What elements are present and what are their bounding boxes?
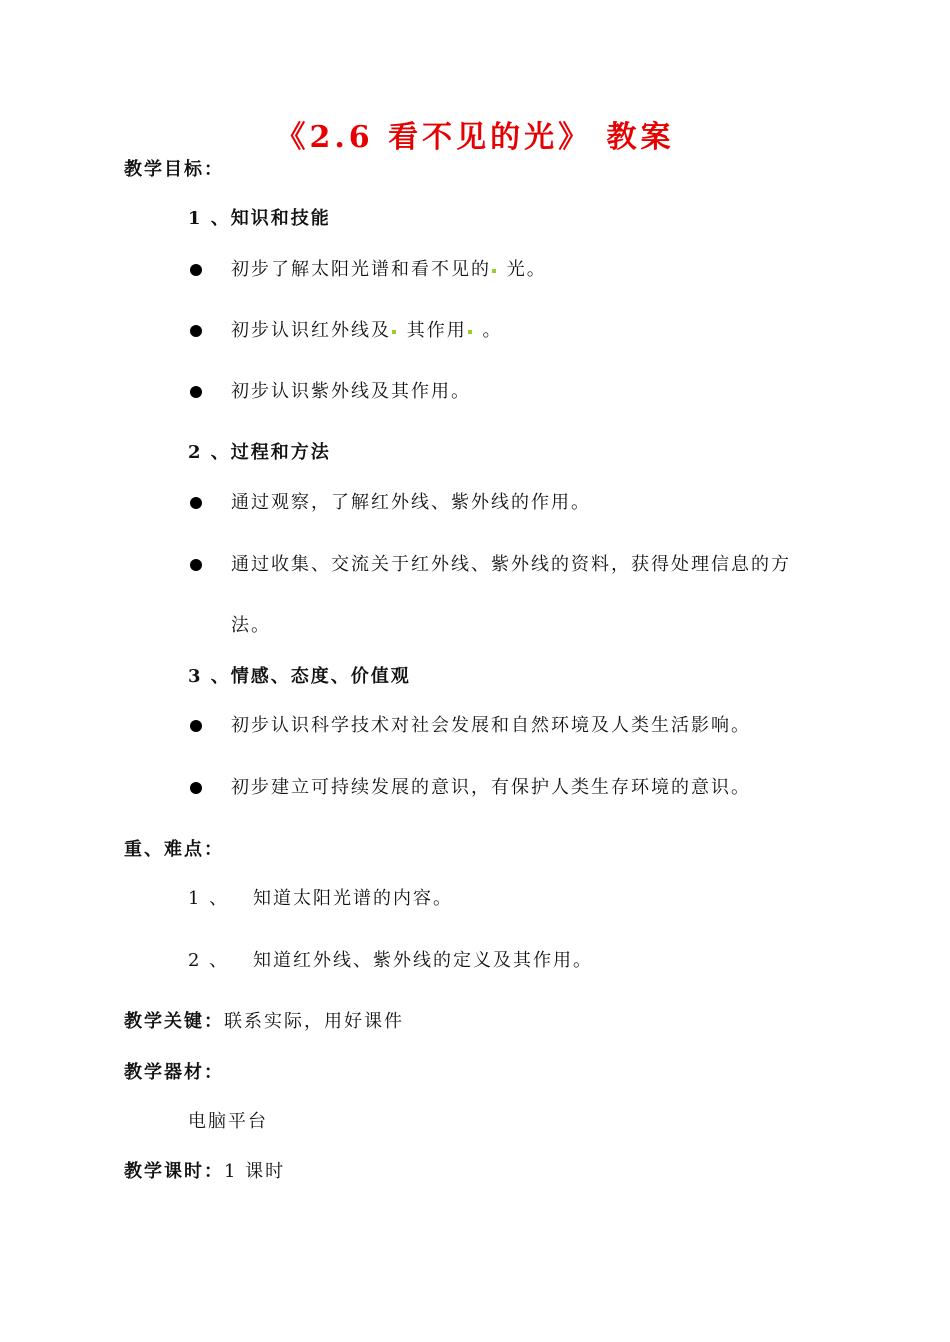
bullet-dot-icon — [190, 386, 202, 398]
teaching-key-label: 教学关键： — [124, 1011, 224, 1032]
bullet-item: 初步认识红外线及 其作用 。 — [231, 320, 503, 341]
mark-dot-icon — [392, 330, 396, 334]
key-point-text: 知道红外线、紫外线的定义及其作用。 — [253, 950, 593, 971]
section-knowledge-label: 1 、知识和技能 — [188, 208, 331, 229]
bullet-item-continuation: 法。 — [231, 615, 271, 636]
teaching-hours-value: 1 课时 — [224, 1161, 286, 1182]
bullet-dot-icon — [190, 559, 202, 571]
bullet-dot-icon — [190, 325, 202, 337]
mark-dot-icon — [492, 269, 496, 273]
bullet-dot-icon — [190, 497, 202, 509]
bullet-item: 初步认识紫外线及其作用。 — [231, 381, 471, 402]
key-point-number: 2 、 — [188, 950, 230, 971]
bullet-item: 通过收集、交流关于红外线、紫外线的资料，获得处理信息的方 — [231, 554, 791, 575]
key-points-heading: 重、难点： — [124, 839, 224, 860]
key-point-number: 1 、 — [188, 888, 230, 909]
teaching-hours-row — [124, 1160, 285, 1184]
bullet-item: 初步了解太阳光谱和看不见的 光。 — [231, 259, 547, 280]
bullet-dot-icon — [190, 782, 202, 794]
document-title: 《2.6 看不见的光》 教案 — [275, 120, 675, 155]
teaching-key-value: 联系实际，用好课件 — [224, 1011, 404, 1032]
teaching-hours-label: 教学课时： — [124, 1161, 224, 1182]
equipment-value: 电脑平台 — [188, 1111, 268, 1132]
teaching-key-row — [124, 1010, 404, 1034]
objectives-heading: 教学目标： — [124, 159, 224, 180]
bullet-dot-icon — [190, 720, 202, 732]
bullet-item: 通过观察，了解红外线、紫外线的作用。 — [231, 492, 591, 513]
key-point-text: 知道太阳光谱的内容。 — [253, 888, 453, 909]
bullet-item: 初步认识科学技术对社会发展和自然环境及人类生活影响。 — [231, 715, 751, 736]
mark-dot-icon — [468, 330, 472, 334]
section-process-label: 2 、过程和方法 — [188, 442, 331, 463]
bullet-item: 初步建立可持续发展的意识，有保护人类生存环境的意识。 — [231, 777, 751, 798]
section-attitude-label: 3 、情感、态度、价值观 — [188, 666, 411, 687]
equipment-label: 教学器材： — [124, 1062, 224, 1083]
bullet-dot-icon — [190, 264, 202, 276]
